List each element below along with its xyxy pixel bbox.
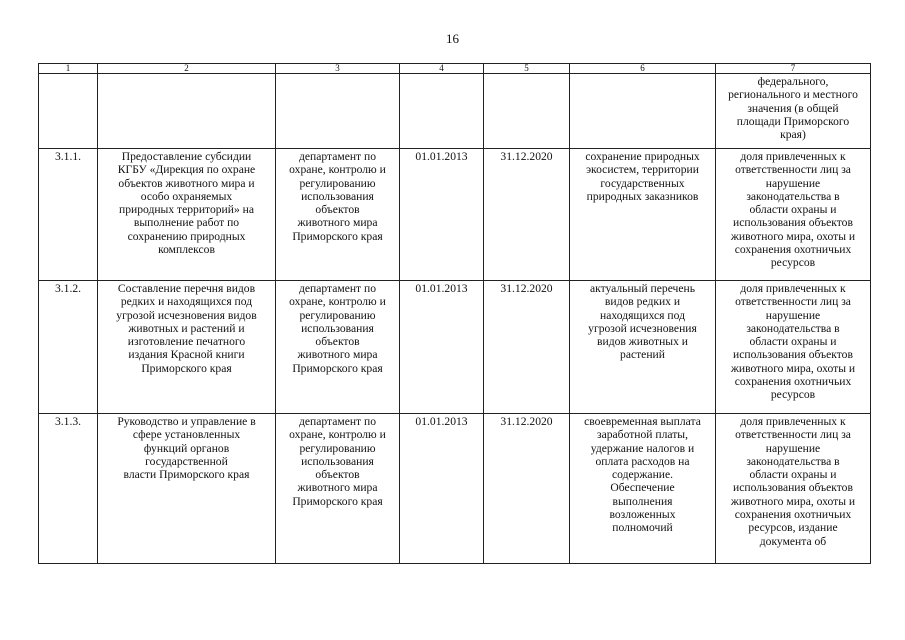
empty-cell <box>39 74 98 149</box>
indicator-text: доля привлеченных к ответственности лиц за нарушение законодательства в области охраны и использования объектов животного мира, охоты и сохранения охотничьих ресурсов, издание документа об <box>730 415 856 548</box>
result-text: сохранение природных экосистем, территории государственных природных заказников <box>585 150 700 203</box>
start-date: 01.01.2013 <box>400 414 484 564</box>
indicator-cell <box>716 149 871 281</box>
end-date: 31.12.2020 <box>484 149 570 281</box>
column-number: 4 <box>400 64 484 74</box>
end-date: 31.12.2020 <box>484 281 570 414</box>
column-number: 7 <box>716 64 871 74</box>
result-text: актуальный перечень видов редких и находящихся под угрозой исчезновения видов животных и растений <box>588 282 697 362</box>
activity-name: Предоставление субсидии КГБУ «Дирекция по охране объектов животного мира и особо охраняемых природных территорий» на выполнение работ по сохранению природных комплексов <box>117 150 256 257</box>
column-number: 5 <box>484 64 570 74</box>
end-date: 31.12.2020 <box>484 414 570 564</box>
row-number: 3.1.3. <box>39 414 98 564</box>
result-cell <box>570 149 716 281</box>
empty-cell <box>570 74 716 149</box>
indicator-cell <box>716 414 871 564</box>
table-row <box>39 414 871 564</box>
table-row-continuation <box>39 74 871 149</box>
column-number: 6 <box>570 64 716 74</box>
program-activities-table <box>38 63 871 564</box>
column-number: 1 <box>39 64 98 74</box>
empty-cell <box>484 74 570 149</box>
empty-cell <box>98 74 276 149</box>
indicator-text: доля привлеченных к ответственности лиц за нарушение законодательства в области охраны и использования объектов животного мира, охоты и сохранения охотничьих ресурсов <box>730 282 856 402</box>
indicator-cell <box>716 74 871 149</box>
column-number-row <box>39 64 871 74</box>
empty-cell <box>400 74 484 149</box>
activity-name: Руководство и управление в сфере установленных функций органов государственной власти Приморского края <box>117 415 256 482</box>
row-number: 3.1.1. <box>39 149 98 281</box>
start-date: 01.01.2013 <box>400 149 484 281</box>
activity-cell <box>98 281 276 414</box>
column-number: 2 <box>98 64 276 74</box>
executor-cell <box>276 414 400 564</box>
empty-cell <box>276 74 400 149</box>
executor-text: департамент по охране, контролю и регулированию использования объектов животного мира Приморского края <box>289 150 386 243</box>
result-cell <box>570 414 716 564</box>
start-date: 01.01.2013 <box>400 281 484 414</box>
indicator-text: доля привлеченных к ответственности лиц за нарушение законодательства в области охраны и использования объектов животного мира, охоты и сохранения охотничьих ресурсов <box>730 150 856 270</box>
executor-text: департамент по охране, контролю и регулированию использования объектов животного мира Приморского края <box>289 282 386 375</box>
table-row <box>39 281 871 414</box>
executor-cell <box>276 281 400 414</box>
activity-cell <box>98 414 276 564</box>
column-number: 3 <box>276 64 400 74</box>
executor-cell <box>276 149 400 281</box>
executor-text: департамент по охране, контролю и регулированию использования объектов животного мира Приморского края <box>289 415 386 508</box>
indicator-text: федерального, регионального и местного значения (в общей площади Приморского края) <box>728 75 858 142</box>
activity-name: Составление перечня видов редких и находящихся под угрозой исчезновения видов животных и растений и изготовление печатного издания Красной книги Приморского края <box>116 282 257 375</box>
activity-cell <box>98 149 276 281</box>
indicator-cell <box>716 281 871 414</box>
table-row <box>39 149 871 281</box>
result-cell <box>570 281 716 414</box>
page-number: 16 <box>446 31 459 46</box>
result-text: своевременная выплата заработной платы, удержание налогов и оплата расходов на содержание. Обеспечение выполнения возложенных полномочий <box>584 415 701 535</box>
row-number: 3.1.2. <box>39 281 98 414</box>
